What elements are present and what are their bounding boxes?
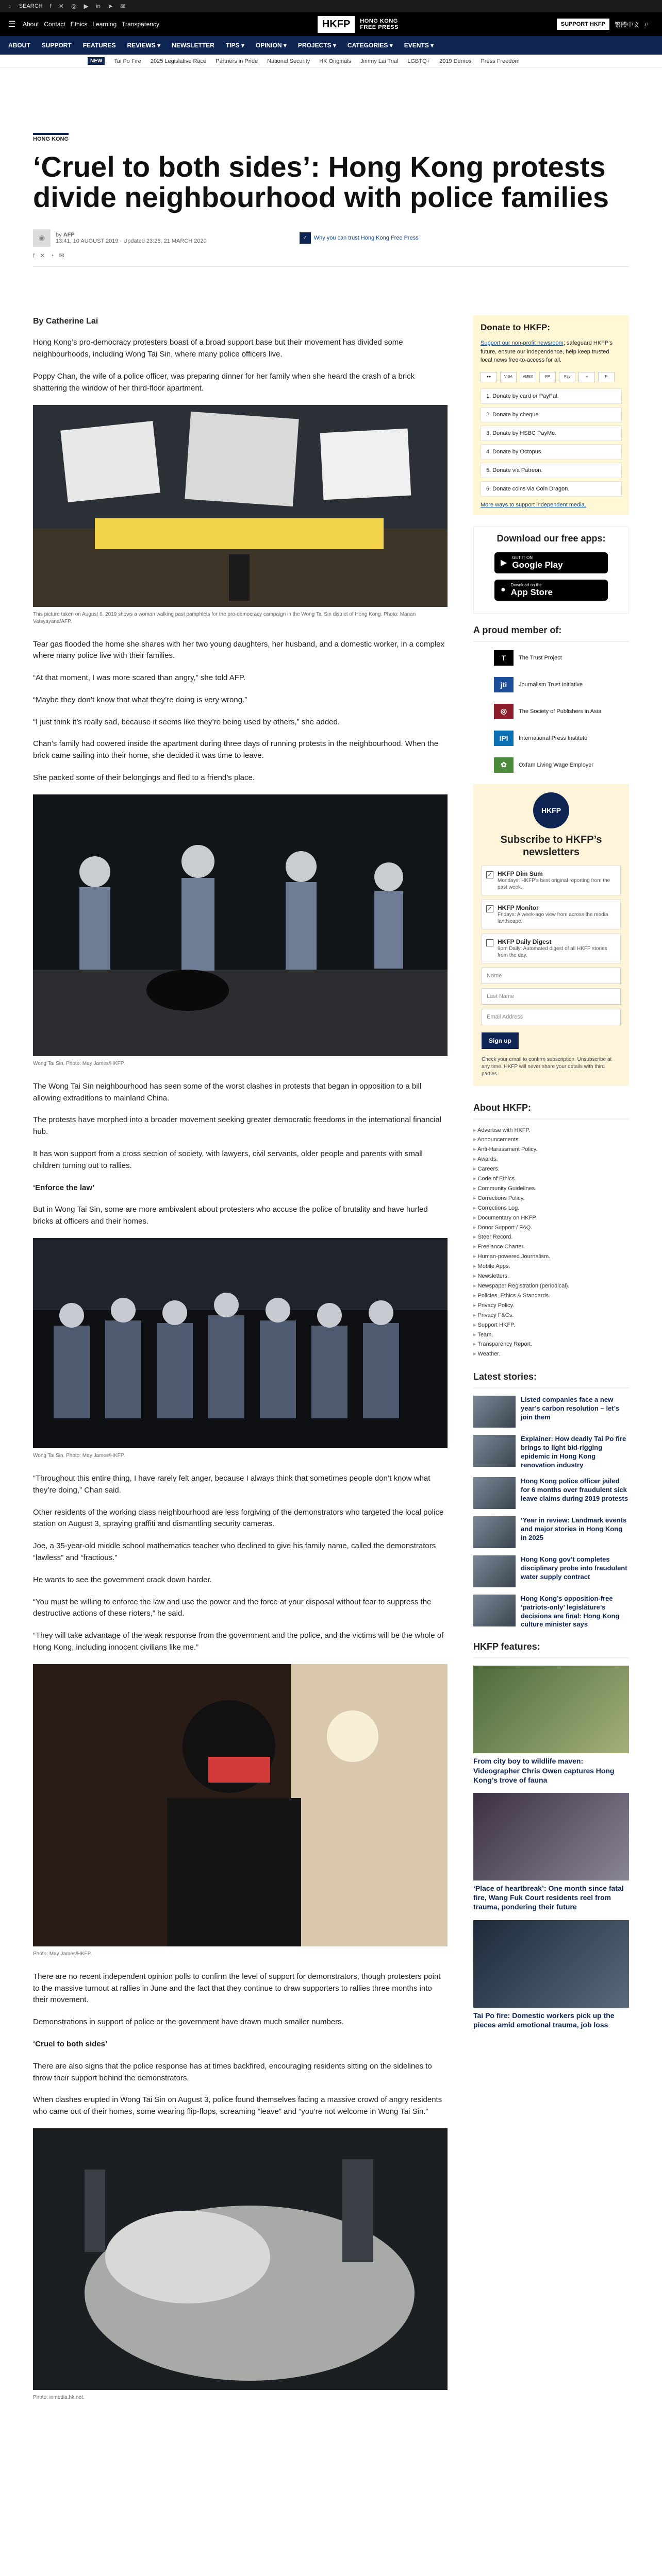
about-link[interactable]: ▸ Privacy F&Cs. <box>473 1311 629 1320</box>
newsletter-option[interactable] <box>482 900 621 929</box>
trending-item[interactable]: Tai Po Fire <box>114 58 141 64</box>
member-name: Journalism Trust Initiative <box>519 681 583 688</box>
feature-title: ‘Place of heartbreak’: One month since fatal fire, Wang Fuk Court residents reel from trauma, pondering their future <box>473 1884 624 1911</box>
trending-item[interactable]: 2025 Legislative Race <box>150 58 207 64</box>
photo-caption: Wong Tai Sin. Photo: May James/HKFP. <box>33 1060 125 1066</box>
about-link[interactable]: ▸ Privacy Policy. <box>473 1301 629 1311</box>
story-thumbnail <box>473 1435 516 1467</box>
about-link[interactable]: ▸ Weather. <box>473 1349 629 1359</box>
top-utility-bar <box>0 0 662 12</box>
paragraph: “At that moment, I was more scared than angry,” she told AFP. <box>33 673 246 683</box>
donate-option[interactable]: 5. Donate via Patreon. <box>481 463 622 478</box>
about-link[interactable]: ▸ Freelance Charter. <box>473 1242 629 1252</box>
support-hkfp-button[interactable]: SUPPORT HKFP <box>557 19 609 30</box>
trust-project-logo: T <box>494 650 514 666</box>
about-link[interactable]: ▸ Careers. <box>473 1164 629 1174</box>
story-item[interactable] <box>473 1477 629 1509</box>
checkbox-checked-icon[interactable]: ✓ <box>486 905 493 912</box>
member-item[interactable] <box>494 650 629 666</box>
nav-reviews[interactable]: REVIEWS ▾ <box>127 42 161 49</box>
article-photo-riot-police <box>33 1238 448 1448</box>
about-link[interactable]: ▸ Newspaper Registration (periodical). <box>473 1281 629 1291</box>
feature-image <box>473 1666 629 1753</box>
member-name: The Society of Publishers in Asia <box>519 708 602 715</box>
header-right <box>557 19 654 30</box>
paragraph: Hong Kong’s pro-democracy protesters boast of a broad support base but their movement has divided some neighbourhoods, including Wong Tai Sin, where many police officers live. <box>33 338 403 359</box>
donate-option[interactable]: 6. Donate coins via Coin Dragon. <box>481 481 622 497</box>
byline-source[interactable]: AFP <box>63 231 75 238</box>
divider <box>33 266 629 267</box>
trending-item[interactable]: Press Freedom <box>481 58 520 64</box>
mail-icon[interactable]: ✉ <box>120 3 126 10</box>
nav-newsletter[interactable]: NEWSLETTER <box>172 42 214 49</box>
member-item[interactable] <box>494 677 629 692</box>
photo-caption: Photo: May James/HKFP. <box>33 1951 92 1957</box>
story-thumbnail <box>473 1477 516 1509</box>
paragraph: The protests have morphed into a broader movement seeking greater democratic freedoms in the international financial hub. <box>33 1115 442 1137</box>
youtube-icon[interactable]: ▶ <box>84 3 89 10</box>
story-title: Explainer: How deadly Tai Po fire brings to light bid-rigging epidemic in Hong Kong renovation industry <box>521 1435 626 1469</box>
donate-lead <box>481 339 622 365</box>
subheading: ‘Enforce the law’ <box>33 1183 95 1192</box>
donate-option[interactable]: 3. Donate by HSBC PayMe. <box>481 426 622 441</box>
apps-box <box>473 527 629 614</box>
signup-button[interactable]: Sign up <box>482 1032 519 1049</box>
author-line: By Catherine Lai <box>33 317 98 326</box>
member-box <box>473 625 629 773</box>
trending-item[interactable]: LGBTQ+ <box>407 58 431 64</box>
story-title: Hong Kong’s opposition-free ‘patriots-only’ legislature’s decisions are final: Hong Kong culture minister says <box>521 1594 620 1629</box>
trending-item[interactable]: Partners in Pride <box>216 58 258 64</box>
nav-tips[interactable]: TIPS ▾ <box>225 42 244 49</box>
checkbox-checked-icon[interactable]: ✓ <box>486 871 493 878</box>
story-item[interactable] <box>473 1595 629 1630</box>
feature-image <box>473 1793 629 1880</box>
hkfp-features <box>473 1641 629 2029</box>
payme-icon: Pay <box>559 372 575 382</box>
byline <box>33 229 629 247</box>
story-thumbnail <box>473 1595 516 1626</box>
donate-lead-text: ; safeguard HKFP’s future, ensure our independence, help keep trusted local news free-to-access for all. <box>481 340 613 363</box>
ipi-logo: IPI <box>494 731 514 746</box>
search-icon[interactable]: ⌕ <box>644 20 649 28</box>
language-toggle[interactable]: 繁體中文 <box>614 21 639 28</box>
share-twitter-icon[interactable]: ✕ <box>40 251 45 259</box>
about-link[interactable]: ▸ Advertise with HKFP. <box>473 1126 629 1136</box>
header-left-links <box>8 19 159 29</box>
paragraph: “Maybe they don’t know that what they’re doing is very wrong.” <box>33 695 247 704</box>
subheading: ‘Cruel to both sides’ <box>33 2040 108 2048</box>
publish-date: 13:41, 10 AUGUST 2019 <box>56 238 119 244</box>
newsletter-option-desc: Mondays: HKFP’s best original reporting from the past week. <box>498 877 610 890</box>
paragraph: There are also signs that the police response has at times backfired, encouraging residents sitting on the sidelines to throw their support behind the demonstrators. <box>33 2061 432 2082</box>
paragraph: “I just think it’s really sad, because it seems like they’re being used by others,” she added. <box>33 717 340 726</box>
author-avatar: ◉ <box>33 229 51 247</box>
newsletter-option-desc: Fridays: A week-ago view from across the media landscape. <box>498 911 608 924</box>
linkedin-icon[interactable]: in <box>95 3 101 10</box>
photo-caption: Photo: inmedia.hk.net. <box>33 2394 85 2400</box>
about-link[interactable]: ▸ Announcements. <box>473 1135 629 1145</box>
member-item[interactable] <box>494 757 629 773</box>
newsletter-title: Subscribe to HKFP’s newsletters <box>500 834 602 858</box>
google-play-button[interactable] <box>494 552 608 573</box>
story-thumbnail <box>473 1396 516 1428</box>
story-title: ‘Year in review: Landmark events and major stories in Hong Kong in 2025 <box>521 1516 627 1541</box>
donate-option[interactable]: 4. Donate by Octopus. <box>481 444 622 460</box>
logo-mark: HKFP <box>318 16 355 33</box>
feature-item[interactable] <box>473 1793 629 1912</box>
about-link[interactable]: ▸ Donor Support / FAQ. <box>473 1223 629 1233</box>
mastercard-icon: ●● <box>481 372 497 382</box>
share-bar <box>33 252 629 259</box>
paragraph: “They will take advantage of the weak response from the government and the police, and the victims will be the whole of Hong Kong, including innocent civilians like me.” <box>33 1631 444 1652</box>
about-link[interactable]: ▸ Team. <box>473 1330 629 1340</box>
feature-item[interactable] <box>473 1920 629 2029</box>
header-link-ethics[interactable]: Ethics <box>70 21 88 28</box>
paypal-icon: PP <box>539 372 556 382</box>
article-title: ‘Cruel to both sides’: Hong Kong protests divide neighbourhood with police families <box>33 150 609 214</box>
about-link[interactable]: ▸ Corrections Log. <box>473 1204 629 1213</box>
about-link[interactable]: ▸ Steer Record. <box>473 1232 629 1242</box>
trust-link[interactable] <box>300 232 419 244</box>
donate-title: Donate to HKFP: <box>481 323 551 332</box>
app-store-big: App Store <box>510 587 553 597</box>
logo-line-1: HONG KONG <box>360 18 398 24</box>
trending-bar <box>0 55 662 68</box>
article-header <box>33 133 629 274</box>
donate-option[interactable]: 1. Donate by card or PayPal. <box>481 388 622 404</box>
logo-line-2: FREE PRESS <box>360 24 399 30</box>
donate-option[interactable]: 2. Donate by cheque. <box>481 407 622 422</box>
article-photo-tear-gas <box>33 2128 448 2390</box>
member-name: International Press Institute <box>519 735 588 741</box>
about-list <box>473 1126 629 1360</box>
amex-icon: AMEX <box>520 372 536 382</box>
member-item[interactable] <box>494 731 629 746</box>
story-item[interactable] <box>473 1516 629 1548</box>
google-play-small: GET IT ON <box>512 555 533 560</box>
payment-icons <box>481 372 622 382</box>
paragraph: She packed some of their belongings and fled to a friend’s place. <box>33 773 255 783</box>
article-photo-police-line <box>33 794 448 1056</box>
about-link[interactable]: ▸ Anti-Harassment Policy. <box>473 1145 629 1155</box>
app-store-small: Download on the <box>510 582 542 587</box>
feature-item[interactable] <box>473 1666 629 1785</box>
about-link[interactable]: ▸ Human-powered Journalism. <box>473 1252 629 1262</box>
story-thumbnail <box>473 1516 516 1548</box>
about-link[interactable]: ▸ Community Guidelines. <box>473 1184 629 1194</box>
newsletter-badge: HKFP <box>533 792 569 828</box>
menu-icon[interactable]: ☰ <box>8 20 16 29</box>
header-link-learning[interactable]: Learning <box>92 21 117 28</box>
nav-opinion[interactable]: OPINION ▾ <box>255 42 287 49</box>
instagram-icon[interactable]: ◎ <box>71 3 77 10</box>
story-item[interactable] <box>473 1555 629 1587</box>
apps-title: Download our free apps: <box>496 533 606 544</box>
trending-item[interactable]: 2019 Demos <box>439 58 472 64</box>
google-play-big: Google Play <box>512 560 563 570</box>
paragraph: “Throughout this entire thing, I have rarely felt anger, because I always think that sometimes people don’t know what they’re doing,” Chan said. <box>33 1474 431 1495</box>
paragraph: Chan’s family had cowered inside the apartment during three days of running protests in the neighbourhood. When the brick came sailing into their home, she decided it was time to leave. <box>33 739 439 760</box>
latest-title: Latest stories: <box>473 1371 629 1388</box>
member-name: Oxfam Living Wage Employer <box>519 761 594 768</box>
about-link[interactable]: ▸ Support HKFP. <box>473 1320 629 1330</box>
by-label: by <box>56 231 62 238</box>
member-name: The Trust Project <box>519 654 562 661</box>
article-photo-protester <box>33 1664 448 1946</box>
oxfam-logo: ✿ <box>494 757 514 773</box>
twitter-icon[interactable]: ✕ <box>58 3 64 10</box>
paragraph: He wants to see the government crack down harder. <box>33 1575 212 1584</box>
site-logo[interactable] <box>318 16 399 33</box>
header-link-about[interactable]: About <box>23 21 39 28</box>
search-icon[interactable]: ⌕ <box>8 2 12 10</box>
trending-item[interactable]: National Security <box>267 58 310 64</box>
trust-text: Why you can trust Hong Kong Free Press <box>313 234 419 241</box>
story-item[interactable] <box>473 1435 629 1470</box>
about-link[interactable]: ▸ Mobile Apps. <box>473 1262 629 1272</box>
jti-logo: jti <box>494 677 514 692</box>
telegram-icon[interactable]: ➤ <box>108 3 113 10</box>
first-name-input[interactable]: Name <box>482 968 621 984</box>
nav-categories[interactable]: CATEGORIES ▾ <box>347 42 393 49</box>
newsletter-option-desc: 9pm Daily: Automated digest of all HKFP stories from the day. <box>498 945 607 958</box>
sopa-logo: ◎ <box>494 704 514 719</box>
last-name-input[interactable]: Last Name <box>482 988 621 1005</box>
newsletter-option-title: HKFP Dim Sum <box>498 870 543 877</box>
byline-text: by AFP 13:41, 10 AUGUST 2019 · Updated 23:28, 21 MARCH 2020 <box>56 231 207 244</box>
nav-features[interactable]: FEATURES <box>82 42 116 49</box>
paragraph: Other residents of the working class neighbourhood are less forgiving of the demonstrators who targeted the local police station on August 3, spraying graffiti and dismantling security cameras. <box>33 1507 444 1529</box>
photo-caption: This picture taken on August 6, 2019 shows a woman walking past pamphlets for the pro-democracy campaign in the Wong Tai Sin district of Hong Kong. Photo: Manan Vatsyayana/AFP. <box>33 611 416 624</box>
newsletter-option[interactable] <box>482 866 621 895</box>
octopus-icon: ∞ <box>578 372 595 382</box>
google-play-icon: ▶ <box>501 558 507 567</box>
paragraph: It has won support from a cross section of society, with lawyers, civil servants, older people and parents with small children turning out to rallies. <box>33 1149 423 1170</box>
trending-item[interactable]: HK Originals <box>319 58 352 64</box>
about-link[interactable]: ▸ Policies, Ethics & Standards. <box>473 1291 629 1301</box>
paragraph: Joe, a 35-year-old middle school mathematics teacher who declined to give his family name, called the demonstrators “lawless” and “fractious.” <box>33 1541 436 1563</box>
about-link[interactable]: ▸ Awards. <box>473 1155 629 1164</box>
logo-text <box>360 18 399 30</box>
nav-support[interactable]: SUPPORT <box>41 42 72 49</box>
share-whatsapp-icon[interactable]: ◔ <box>50 251 54 259</box>
newsletter-box <box>473 784 629 1086</box>
newsletter-note: Check your email to confirm subscription. Unsubscribe at any time. HKFP will never share your details with third parties. <box>482 1056 612 1077</box>
header-link-transparency[interactable]: Transparency <box>122 21 160 28</box>
paragraph: But in Wong Tai Sin, some are more ambivalent about protesters who accuse the police of brutality and have hurled bricks at officers and their homes. <box>33 1205 428 1226</box>
share-facebook-icon[interactable]: f <box>33 251 35 259</box>
feature-title: Tai Po fire: Domestic workers pick up the pieces amid emotional trauma, job loss <box>473 2011 615 2029</box>
story-item[interactable] <box>473 1396 629 1428</box>
member-item[interactable] <box>494 704 629 719</box>
new-badge: NEW <box>88 57 105 65</box>
primary-nav <box>0 36 662 55</box>
trust-icon: ✓ <box>300 232 311 244</box>
article-body <box>33 315 448 2415</box>
trending-item[interactable]: Jimmy Lai Trial <box>360 58 399 64</box>
about-link[interactable]: ▸ Corrections Policy. <box>473 1194 629 1204</box>
member-title: A proud member of: <box>473 625 629 642</box>
support-link[interactable]: Support our non-profit newsroom <box>481 340 564 346</box>
feature-image <box>473 1920 629 2008</box>
nav-about[interactable]: ABOUT <box>8 42 30 49</box>
search-link[interactable]: SEARCH <box>19 3 43 9</box>
sidebar <box>473 315 629 2038</box>
latest-stories <box>473 1371 629 1629</box>
header-link-contact[interactable]: Contact <box>44 21 65 28</box>
visa-icon: VISA <box>500 372 517 382</box>
paragraph: The Wong Tai Sin neighbourhood has seen some of the worst clashes in protests that began in opposition to a bill allowing extraditions to mainland China. <box>33 1081 422 1103</box>
story-title: Hong Kong police officer jailed for 6 months over fraudulent sick leave claims during 2019 protests <box>521 1477 628 1502</box>
story-thumbnail <box>473 1555 516 1587</box>
more-ways-link[interactable]: More ways to support independent media. <box>481 501 586 508</box>
email-input[interactable]: Email Address <box>482 1009 621 1025</box>
main-header <box>0 12 662 36</box>
paragraph: Poppy Chan, the wife of a police officer, was preparing dinner for her family when she heard the crash of a brick shattering the window of her third-floor apartment. <box>33 371 415 393</box>
paragraph: When clashes erupted in Wong Tai Sin on August 3, police found themselves facing a massive crowd of angry residents who came out of their homes, some wearing flip-flops, screaming “leave” and “you’re not welcome in Wong Tai Sin.” <box>33 2095 442 2116</box>
facebook-icon[interactable]: f <box>49 3 52 10</box>
app-store-button[interactable] <box>494 580 608 601</box>
about-box <box>473 1097 629 1360</box>
share-email-icon[interactable]: ✉ <box>59 251 64 259</box>
updated-date: Updated 23:28, 21 MARCH 2020 <box>123 238 207 244</box>
category-label[interactable]: HONG KONG <box>33 133 69 142</box>
story-title: Hong Kong gov’t completes disciplinary probe into fraudulent water supply contract <box>521 1555 627 1581</box>
donate-box <box>473 315 629 515</box>
checkbox-icon[interactable] <box>486 939 493 946</box>
nav-projects[interactable]: PROJECTS ▾ <box>297 42 336 49</box>
photo-caption: Wong Tai Sin. Photo: May James/HKFP. <box>33 1453 125 1459</box>
story-title: Listed companies face a new year’s carbon resolution – let’s join them <box>521 1396 619 1421</box>
patreon-icon: P <box>598 372 615 382</box>
feature-title: From city boy to wildlife maven: Videographer Chris Owen captures Hong Kong’s trove of fauna <box>473 1757 615 1784</box>
about-link[interactable]: ▸ Documentary on HKFP. <box>473 1213 629 1223</box>
about-link[interactable]: ▸ Code of Ethics. <box>473 1174 629 1184</box>
paragraph: Tear gas flooded the home she shares with her two young daughters, her husband, and a domestic worker, in a complex where many police live with their families. <box>33 639 444 660</box>
nav-events[interactable]: EVENTS ▾ <box>404 42 434 49</box>
about-title: About HKFP: <box>473 1097 629 1120</box>
paragraph: There are no recent independent opinion polls to confirm the level of support for demonstrators, though protesters point to the massive turnout at rallies in June and the fact that they continue to draw supporters to rallies three months into their movement. <box>33 1972 441 2005</box>
about-link[interactable]: ▸ Newsletters. <box>473 1272 629 1281</box>
features-title: HKFP features: <box>473 1641 629 1658</box>
paragraph: “You must be willing to enforce the law and use the power and the force at your disposal without fear to suppress the destructive actions of these rioters,” he said. <box>33 1597 432 1618</box>
newsletter-option-title: HKFP Daily Digest <box>498 938 552 945</box>
article-photo-pamphlets <box>33 405 448 607</box>
newsletter-option-title: HKFP Monitor <box>498 904 539 911</box>
apple-icon: ● <box>501 585 506 594</box>
paragraph: Demonstrations in support of police or the government have drawn much smaller numbers. <box>33 2018 344 2027</box>
newsletter-option[interactable] <box>482 934 621 963</box>
about-link[interactable]: ▸ Transparency Report. <box>473 1340 629 1349</box>
